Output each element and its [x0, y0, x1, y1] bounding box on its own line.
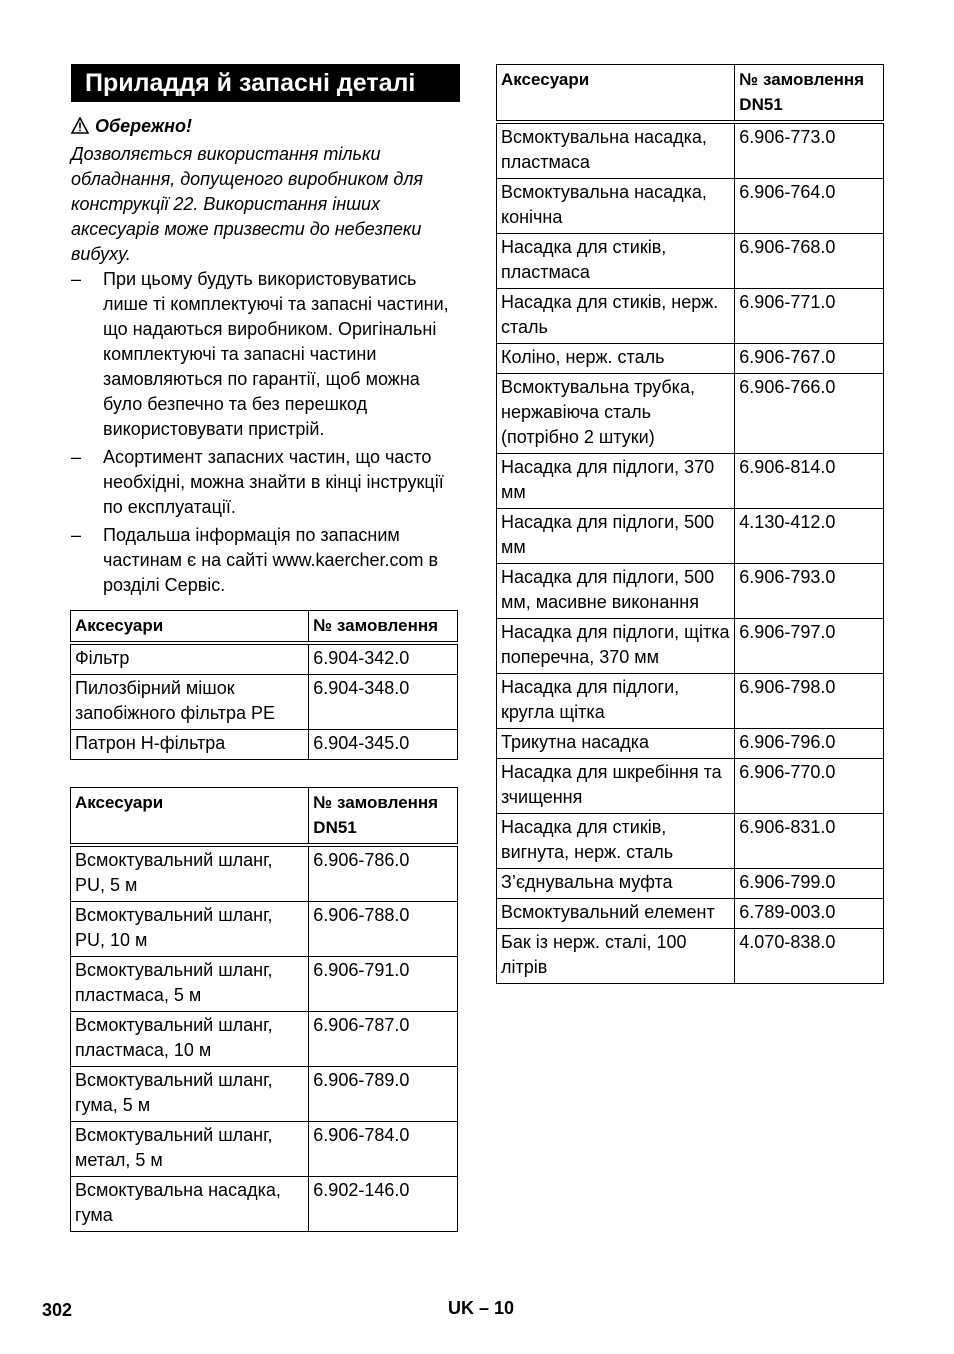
- column-header-accessory: Аксесуари: [497, 65, 735, 123]
- table-row: [497, 869, 884, 899]
- accessory-name: Всмоктувальна насадка, конічна: [497, 179, 735, 234]
- accessory-name: Всмоктувальний шланг, пластмаса, 10 м: [71, 1012, 309, 1067]
- order-number: 6.906-799.0: [735, 869, 884, 899]
- table-row: [497, 759, 884, 814]
- column-header-accessory: Аксесуари: [71, 788, 309, 846]
- accessory-name: Насадка для підлоги, 500 мм, масивне виконання: [497, 564, 735, 619]
- order-number: 6.906-796.0: [735, 729, 884, 759]
- order-number: 6.789-003.0: [735, 899, 884, 929]
- accessory-name: Бак із нерж. сталі, 100 літрів: [497, 929, 735, 984]
- page-number: 302: [42, 1300, 73, 1320]
- list-item-text: При цьому будуть використовуватись лише ті комплектуючі та запасні частини, що надаються виробником. Оригінальні комплектуючі та запасні частини замовляються по гарантії, щоб можна було безпечно та без перешкод використовувати пристрій.: [103, 269, 449, 439]
- accessory-name: Насадка для стиків, пластмаса: [497, 234, 735, 289]
- list-item-text: Асортимент запасних частин, що часто необхідні, можна знайти в кінці інструкції по експлуатації.: [103, 447, 444, 517]
- table-row: [497, 899, 884, 929]
- list-item: – Подальша інформація по запасним частинам є на сайті www.kaercher.com в розділі Сервіс.: [71, 525, 439, 595]
- accessory-name: Насадка для підлоги, 370 мм: [497, 454, 735, 509]
- table-row: [497, 814, 884, 869]
- list-item: – Асортимент запасних частин, що часто необхідні, можна знайти в кінці інструкції по експлуатації.: [71, 447, 444, 517]
- table-row: [71, 1067, 458, 1122]
- column-header-accessory: Аксесуари: [71, 611, 309, 644]
- accessory-name: Всмоктувальний шланг, гума, 5 м: [71, 1067, 309, 1122]
- page-label: UK – 10: [448, 1298, 515, 1318]
- order-number: 6.906-788.0: [309, 902, 458, 957]
- table-row: [497, 374, 884, 454]
- table-row: [497, 729, 884, 759]
- accessory-name: Всмоктувальний елемент: [497, 899, 735, 929]
- caution-title: Обережно!: [95, 116, 193, 136]
- table-row: [497, 929, 884, 984]
- order-number: 6.906-767.0: [735, 344, 884, 374]
- table-row: [71, 902, 458, 957]
- order-number: 6.906-786.0: [309, 845, 458, 902]
- order-number: 6.906-814.0: [735, 454, 884, 509]
- order-number: 6.906-789.0: [309, 1067, 458, 1122]
- table-row: [497, 179, 884, 234]
- table-row: [71, 730, 458, 760]
- order-number: 6.906-764.0: [735, 179, 884, 234]
- order-number: 6.906-831.0: [735, 814, 884, 869]
- table-row: [71, 675, 458, 730]
- accessories-table-filters: [70, 610, 458, 760]
- column-header-order-number: № замовлення DN51: [309, 788, 458, 846]
- table-row: [497, 509, 884, 564]
- table-row: [497, 122, 884, 179]
- order-number: 6.904-345.0: [309, 730, 458, 760]
- table-row: [71, 1012, 458, 1067]
- accessory-name: Насадка для підлоги, щітка поперечна, 370 мм: [497, 619, 735, 674]
- accessory-name: Всмоктувальний шланг, PU, 5 м: [71, 845, 309, 902]
- order-number: 6.906-793.0: [735, 564, 884, 619]
- table-row: [497, 674, 884, 729]
- caution-text: Дозволяється використання тільки обладнання, допущеного виробником для конструкції 22. Використання інших аксесуарів може призвести до небезпеки вибуху.: [71, 144, 424, 264]
- table-row: [497, 454, 884, 509]
- table-row: [71, 1177, 458, 1232]
- accessory-name: Трикутна насадка: [497, 729, 735, 759]
- table-row: [497, 234, 884, 289]
- accessory-name: Насадка для стиків, нерж. сталь: [497, 289, 735, 344]
- accessory-name: Насадка для шкребіння та зчищення: [497, 759, 735, 814]
- accessory-name: Насадка для стиків, вигнута, нерж. сталь: [497, 814, 735, 869]
- order-number: 6.906-768.0: [735, 234, 884, 289]
- accessory-name: Пилозбірний мішок запобіжного фільтра PE: [71, 675, 309, 730]
- order-number: 6.906-797.0: [735, 619, 884, 674]
- accessories-table-hoses: [70, 787, 458, 1232]
- warning-triangle-icon: [71, 116, 89, 140]
- column-header-order-number: № замовлення: [309, 611, 458, 644]
- accessory-name: Всмоктувальний шланг, пластмаса, 5 м: [71, 957, 309, 1012]
- list-item: – При цьому будуть використовуватись лише ті комплектуючі та запасні частини, що надаються виробником. Оригінальні комплектуючі та запасні частини замовляються по гарантії, щоб можна було безпечно та без перешкод використовувати пристрій.: [71, 269, 449, 439]
- order-number: 6.906-771.0: [735, 289, 884, 344]
- order-number: 4.130-412.0: [735, 509, 884, 564]
- order-number: 4.070-838.0: [735, 929, 884, 984]
- table-row: [71, 957, 458, 1012]
- order-number: 6.906-791.0: [309, 957, 458, 1012]
- accessory-name: Всмоктувальний шланг, метал, 5 м: [71, 1122, 309, 1177]
- order-number: 6.906-798.0: [735, 674, 884, 729]
- list-item-text: Подальша інформація по запасним частинам є на сайті www.kaercher.com в розділі Сервіс.: [103, 525, 439, 595]
- info-list: [71, 267, 463, 601]
- accessory-name: Всмоктувальна трубка, нержавіюча сталь (потрібно 2 штуки): [497, 374, 735, 454]
- order-number: 6.904-348.0: [309, 675, 458, 730]
- column-header-order-number: № замовлення DN51: [735, 65, 884, 123]
- accessories-table-nozzles: [496, 64, 884, 984]
- order-number: 6.906-770.0: [735, 759, 884, 814]
- accessory-name: Патрон H-фільтра: [71, 730, 309, 760]
- accessory-name: Всмоктувальна насадка, пластмаса: [497, 122, 735, 179]
- accessory-name: Коліно, нерж. сталь: [497, 344, 735, 374]
- order-number: 6.906-766.0: [735, 374, 884, 454]
- section-heading: Приладдя й запасні деталі: [71, 64, 460, 102]
- accessory-name: З’єднувальна муфта: [497, 869, 735, 899]
- table-row: [497, 344, 884, 374]
- accessory-name: Насадка для підлоги, кругла щітка: [497, 674, 735, 729]
- order-number: 6.906-773.0: [735, 122, 884, 179]
- table-row: [497, 564, 884, 619]
- accessory-name: Всмоктувальна насадка, гума: [71, 1177, 309, 1232]
- order-number: 6.906-787.0: [309, 1012, 458, 1067]
- table-row: [497, 289, 884, 344]
- table-row: [71, 1122, 458, 1177]
- table-row: [71, 845, 458, 902]
- table-row: [71, 643, 458, 675]
- order-number: 6.906-784.0: [309, 1122, 458, 1177]
- caution-label: [71, 114, 192, 140]
- accessory-name: Фільтр: [71, 643, 309, 675]
- order-number: 6.902-146.0: [309, 1177, 458, 1232]
- accessory-name: Всмоктувальний шланг, PU, 10 м: [71, 902, 309, 957]
- accessory-name: Насадка для підлоги, 500 мм: [497, 509, 735, 564]
- order-number: 6.904-342.0: [309, 643, 458, 675]
- table-row: [497, 619, 884, 674]
